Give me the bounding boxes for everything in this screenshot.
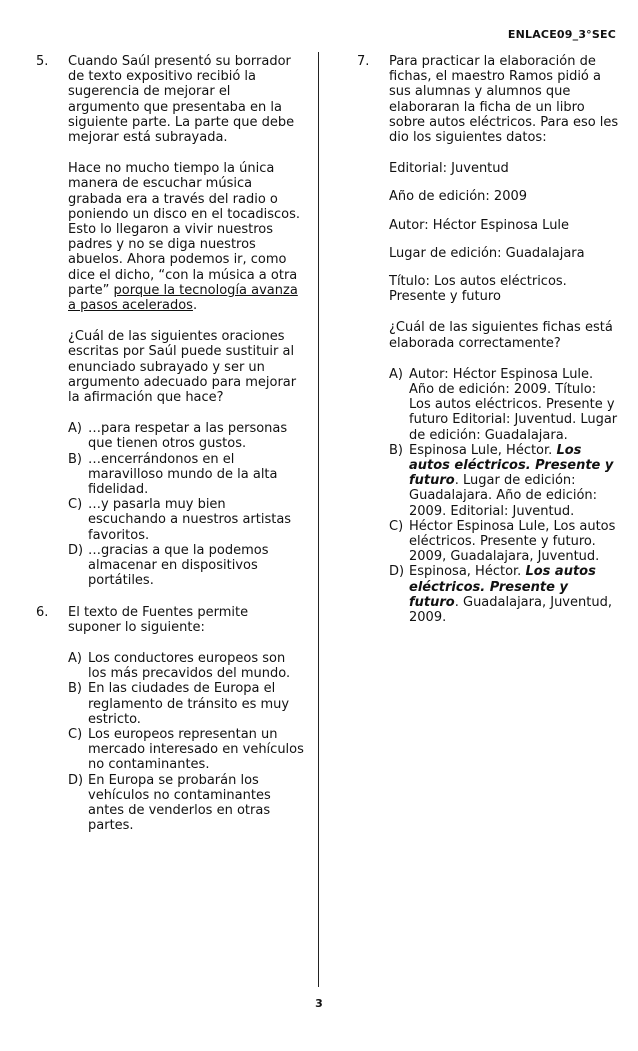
question-stem: Para practicar la elaboración de fichas, el maestro Ramos pidió a sus alumnas y alumnos que elaboraran la ficha de un libro sobre autos eléctricos. Para eso les dio los siguientes datos: (389, 54, 619, 146)
option-letter: D) (68, 772, 84, 788)
data-author: Autor: Héctor Espinosa Lule (389, 217, 570, 233)
page-number: 3 (315, 997, 323, 1010)
passage-text: Hace no mucho tiempo la única manera de escuchar música grabada era a través del radio o poniendo un disco en el tocadiscos. Esto lo llegaron a vivir nuestros padres y no se diga nuestros abuelos. Ahora podemos ir, como dice el dicho, “con la música a otra parte” (68, 161, 301, 298)
option-c[interactable] (68, 497, 304, 543)
data-editorial: Editorial: Juventud (389, 161, 509, 177)
option-text: En Europa se probarán los vehículos no contaminantes antes de venderlos en otras partes. (88, 772, 271, 834)
option-text-pre: Espinosa Lule, Héctor. (409, 442, 557, 458)
underlined-argument: porque la tecnología avanza a pasos acelerados (68, 282, 298, 314)
option-a[interactable] (68, 651, 304, 681)
option-text: Héctor Espinosa Lule, Los autos eléctricos. Presente y futuro. 2009, Guadalajara, Juventud. (409, 518, 616, 565)
option-b[interactable] (68, 452, 304, 498)
question-number: 7. (357, 54, 370, 69)
right-column (357, 54, 619, 641)
question-prompt: ¿Cuál de las siguientes fichas está elaborada correctamente? (389, 320, 613, 351)
option-text: Los conductores europeos son los más precavidos del mundo. (88, 650, 291, 682)
question-stem: El texto de Fuentes permite suponer lo siguiente: (68, 604, 249, 635)
option-d[interactable] (389, 564, 619, 625)
passage (68, 161, 304, 313)
question-stem: Cuando Saúl presentó su borrador de texto expositivo recibió la sugerencia de mejorar el argumento que presentaba en la siguiente parte. La parte que debe mejorar está subrayada. (68, 54, 295, 146)
option-letter: C) (68, 497, 83, 513)
option-text: Los europeos representan un mercado interesado en vehículos no contaminantes. (88, 726, 304, 773)
answer-options (389, 367, 619, 625)
option-letter: A) (68, 421, 82, 437)
data-title: Título: Los autos eléctricos. Presente y futuro (389, 274, 567, 305)
option-b[interactable] (68, 681, 304, 727)
column-divider (318, 52, 319, 987)
option-text: En las ciudades de Europa el reglamento de tránsito es muy estricto. (88, 681, 290, 727)
option-text-post: . Guadalajara, Juventud, 2009. (409, 594, 612, 626)
option-letter: C) (68, 726, 83, 742)
option-text: …y pasarla muy bien escuchando a nuestros artistas favoritos. (88, 497, 292, 543)
question-number: 5. (36, 54, 49, 69)
option-text-post: . Lugar de edición: Guadalajara. Año de edición: 2009. Editorial: Juventud. (409, 473, 598, 519)
answer-options (68, 651, 304, 833)
answer-options (68, 421, 304, 588)
question-7 (357, 54, 619, 625)
question-5 (36, 54, 304, 589)
option-text: …encerrándonos en el maravilloso mundo de la alta fidelidad. (88, 451, 278, 498)
option-letter: A) (389, 366, 403, 382)
option-a[interactable] (389, 367, 619, 443)
option-c[interactable] (389, 519, 619, 565)
option-letter: B) (68, 681, 82, 697)
option-letter: C) (389, 518, 404, 534)
option-text: Autor: Héctor Espinosa Lule. Año de edición: 2009. Título: Los autos eléctricos. Presente y futuro Editorial: Juventud. Lugar de edición: Guadalajara. (409, 366, 618, 443)
option-b[interactable] (389, 443, 619, 519)
option-d[interactable] (68, 773, 304, 834)
option-letter: A) (68, 650, 82, 666)
question-6 (36, 605, 304, 834)
option-a[interactable] (68, 421, 304, 451)
option-letter: B) (68, 451, 82, 467)
passage-end: . (192, 298, 198, 314)
option-letter: B) (389, 442, 403, 458)
data-year: Año de edición: 2009 (389, 189, 528, 205)
option-d[interactable] (68, 543, 304, 589)
option-text: …gracias a que la podemos almacenar en dispositivos portátiles. (88, 542, 269, 589)
option-text-pre: Espinosa, Héctor. (409, 564, 526, 580)
option-c[interactable] (68, 727, 304, 773)
option-book-title: Los autos eléctricos. Presente y futuro (409, 564, 596, 610)
data-place: Lugar de edición: Guadalajara (389, 245, 585, 261)
question-number: 6. (36, 604, 49, 620)
left-column (36, 54, 304, 849)
option-text: …para respetar a las personas que tienen otros gustos. (88, 421, 288, 452)
option-book-title: Los autos eléctricos. Presente y futuro (409, 442, 614, 489)
option-letter: D) (68, 542, 84, 558)
option-letter: D) (389, 564, 405, 580)
question-prompt: ¿Cuál de las siguientes oraciones escritas por Saúl puede sustituir al enunciado subrayado y ser un argumento adecuado para mejorar la afirmación que hace? (68, 329, 297, 406)
exam-header: ENLACE09_3°SEC (507, 28, 616, 41)
